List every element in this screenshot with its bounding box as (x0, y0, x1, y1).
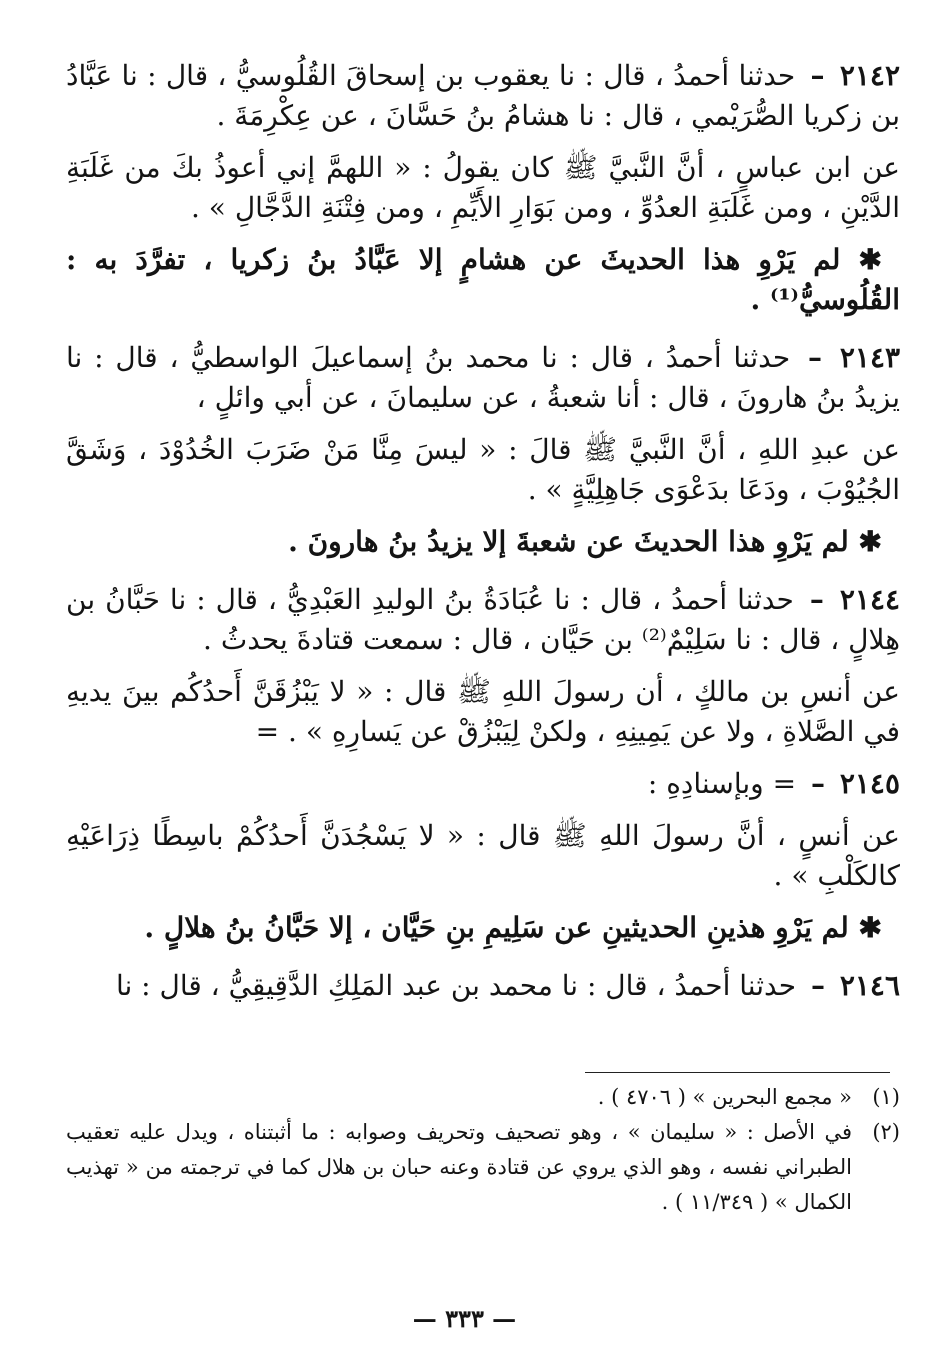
hadith-number: ٢١٤٢ (839, 59, 900, 92)
hadith-2146-isnad (66, 966, 900, 1006)
hadith-2145-note: ✱ لم يَرْوِ هذينِ الحديثينِ عن سَلِيمِ بنِ حَيَّان ، إلا حَبَّانُ بنُ هلالٍ . (144, 911, 882, 944)
dash: – (810, 969, 825, 1002)
hadith-number: ٢١٤٦ (839, 969, 900, 1002)
hadith-2144-matn: عن أنسِ بن مالكٍ ، أن رسولَ اللهِ ﷺ قال : « لا يَبْزُقَنَّ أَحدُكُم بينَ يديهِ في الصَّلاةِ ، ولا عن يَمِينِهِ ، ولكنْ لِيَبْزُقْ عن يَسارِهِ » . = (66, 675, 900, 748)
dash: – (810, 767, 825, 800)
hadith-2143-matn: عن عبدِ اللهِ ، أنَّ النَّبيَّ ﷺ قالَ : « ليسَ مِنَّا مَنْ ضَرَبَ الخُدُوْدَ ، وَشَقَّ الجُيُوْبَ ، ودَعَا بدَعْوَى جَاهِلِيَّةٍ » . (66, 433, 900, 506)
footnote-number: (٢) (872, 1120, 900, 1144)
hadith-number: ٢١٤٥ (839, 767, 900, 800)
hadith-2145-isnad (66, 764, 900, 804)
isnad-text: حدثنا أحمدُ ، قال : نا عُبَادَةُ بنُ الوليدِ العَبْدِيُّ ، قال : نا حَبَّانُ بن هِلالٍ ، قال : نا سَلِيْمٌ⁽²⁾ بن حَيَّان ، قال : سمعت قتادةَ يحدثُ . (66, 583, 900, 656)
dash: – (808, 341, 823, 374)
isnad-text: حدثنا أحمدُ ، قال : نا يعقوب بن إسحاقَ القُلُوسيُّ ، قال : نا عَبَّادُ بن زكريا الصُّرَيْمي ، قال : نا هشامُ بنُ حَسَّانَ ، عن عِكْرِمَةَ . (66, 59, 900, 132)
dash: – (809, 583, 824, 616)
isnad-text: حدثنا أحمدُ ، قال : نا محمد بنُ إسماعيلَ الواسطيُّ ، قال : نا يزيدُ بنُ هارونَ ، قال : أنا شعبةُ ، عن سليمانَ ، عن أبي وائلٍ ، (66, 341, 900, 414)
hadith-2143-isnad (66, 338, 900, 418)
isnad-text: حدثنا أحمدُ ، قال : نا محمد بن عبد المَلِكِ الدَّقِيقِيُّ ، قال : نا (115, 969, 797, 1002)
main-text (66, 56, 900, 1018)
footnote (66, 1080, 900, 1115)
footnote (66, 1115, 900, 1220)
dash: – (810, 59, 825, 92)
hadith-2142-isnad (66, 56, 900, 136)
footnote-divider (585, 1072, 890, 1073)
hadith-number: ٢١٤٤ (839, 583, 901, 616)
hadith-2142-matn: عن ابن عباسٍ ، أنَّ النَّبيَّ ﷺ كان يقولُ : « اللهمَّ إني أعوذُ بكَ من غَلَبَةِ الدَّيْنِ ، ومن غَلَبَةِ العدُوِّ ، ومن بَوَارِ الأَيِّمِ ، ومن فِتْنَةِ الدَّجَّالِ » . (66, 151, 900, 224)
footnote-text: في الأصل : « سليمان » ، وهو تصحيف وتحريف وصوابه : ما أثبتناه ، ويدل عليه تعقيب الطبراني نفسه ، وهو الذي يروي عن قتادة وعنه حبان بن هلال كما في ترجمته من « تهذيب الكمال » ( ١١/٣٤٩ ) . (66, 1120, 852, 1214)
footnotes (66, 1080, 900, 1220)
isnad-text: = وبإسنادِهِ : (647, 767, 797, 800)
hadith-number: ٢١٤٣ (839, 341, 901, 374)
hadith-2144-isnad (66, 580, 900, 660)
hadith-2145-matn: عن أنسٍ ، أنَّ رسولَ اللهِ ﷺ قال : « لا يَسْجُدَنَّ أَحدُكُمْ باسِطًا ذِرَاعَيْهِ كالكَلْبِ » . (66, 819, 900, 892)
hadith-2143-note: ✱ لم يَرْوِ هذا الحديثَ عن شعبةَ إلا يزيدُ بنُ هارونَ . (288, 525, 882, 558)
hadith-2142-note: ✱ لم يَرْوِ هذا الحديثَ عن هشامٍ إلا عَبَّادُ بنُ زكريا ، تفرَّدَ به : القُلُوسيُّ⁽¹⁾ . (66, 243, 900, 316)
footnote-number: (١) (872, 1085, 900, 1109)
page-number: — ٣٣٣ — (412, 1304, 517, 1333)
footnote-text: « مجمع البحرين » ( ٤٧٠٦ ) . (597, 1085, 852, 1109)
